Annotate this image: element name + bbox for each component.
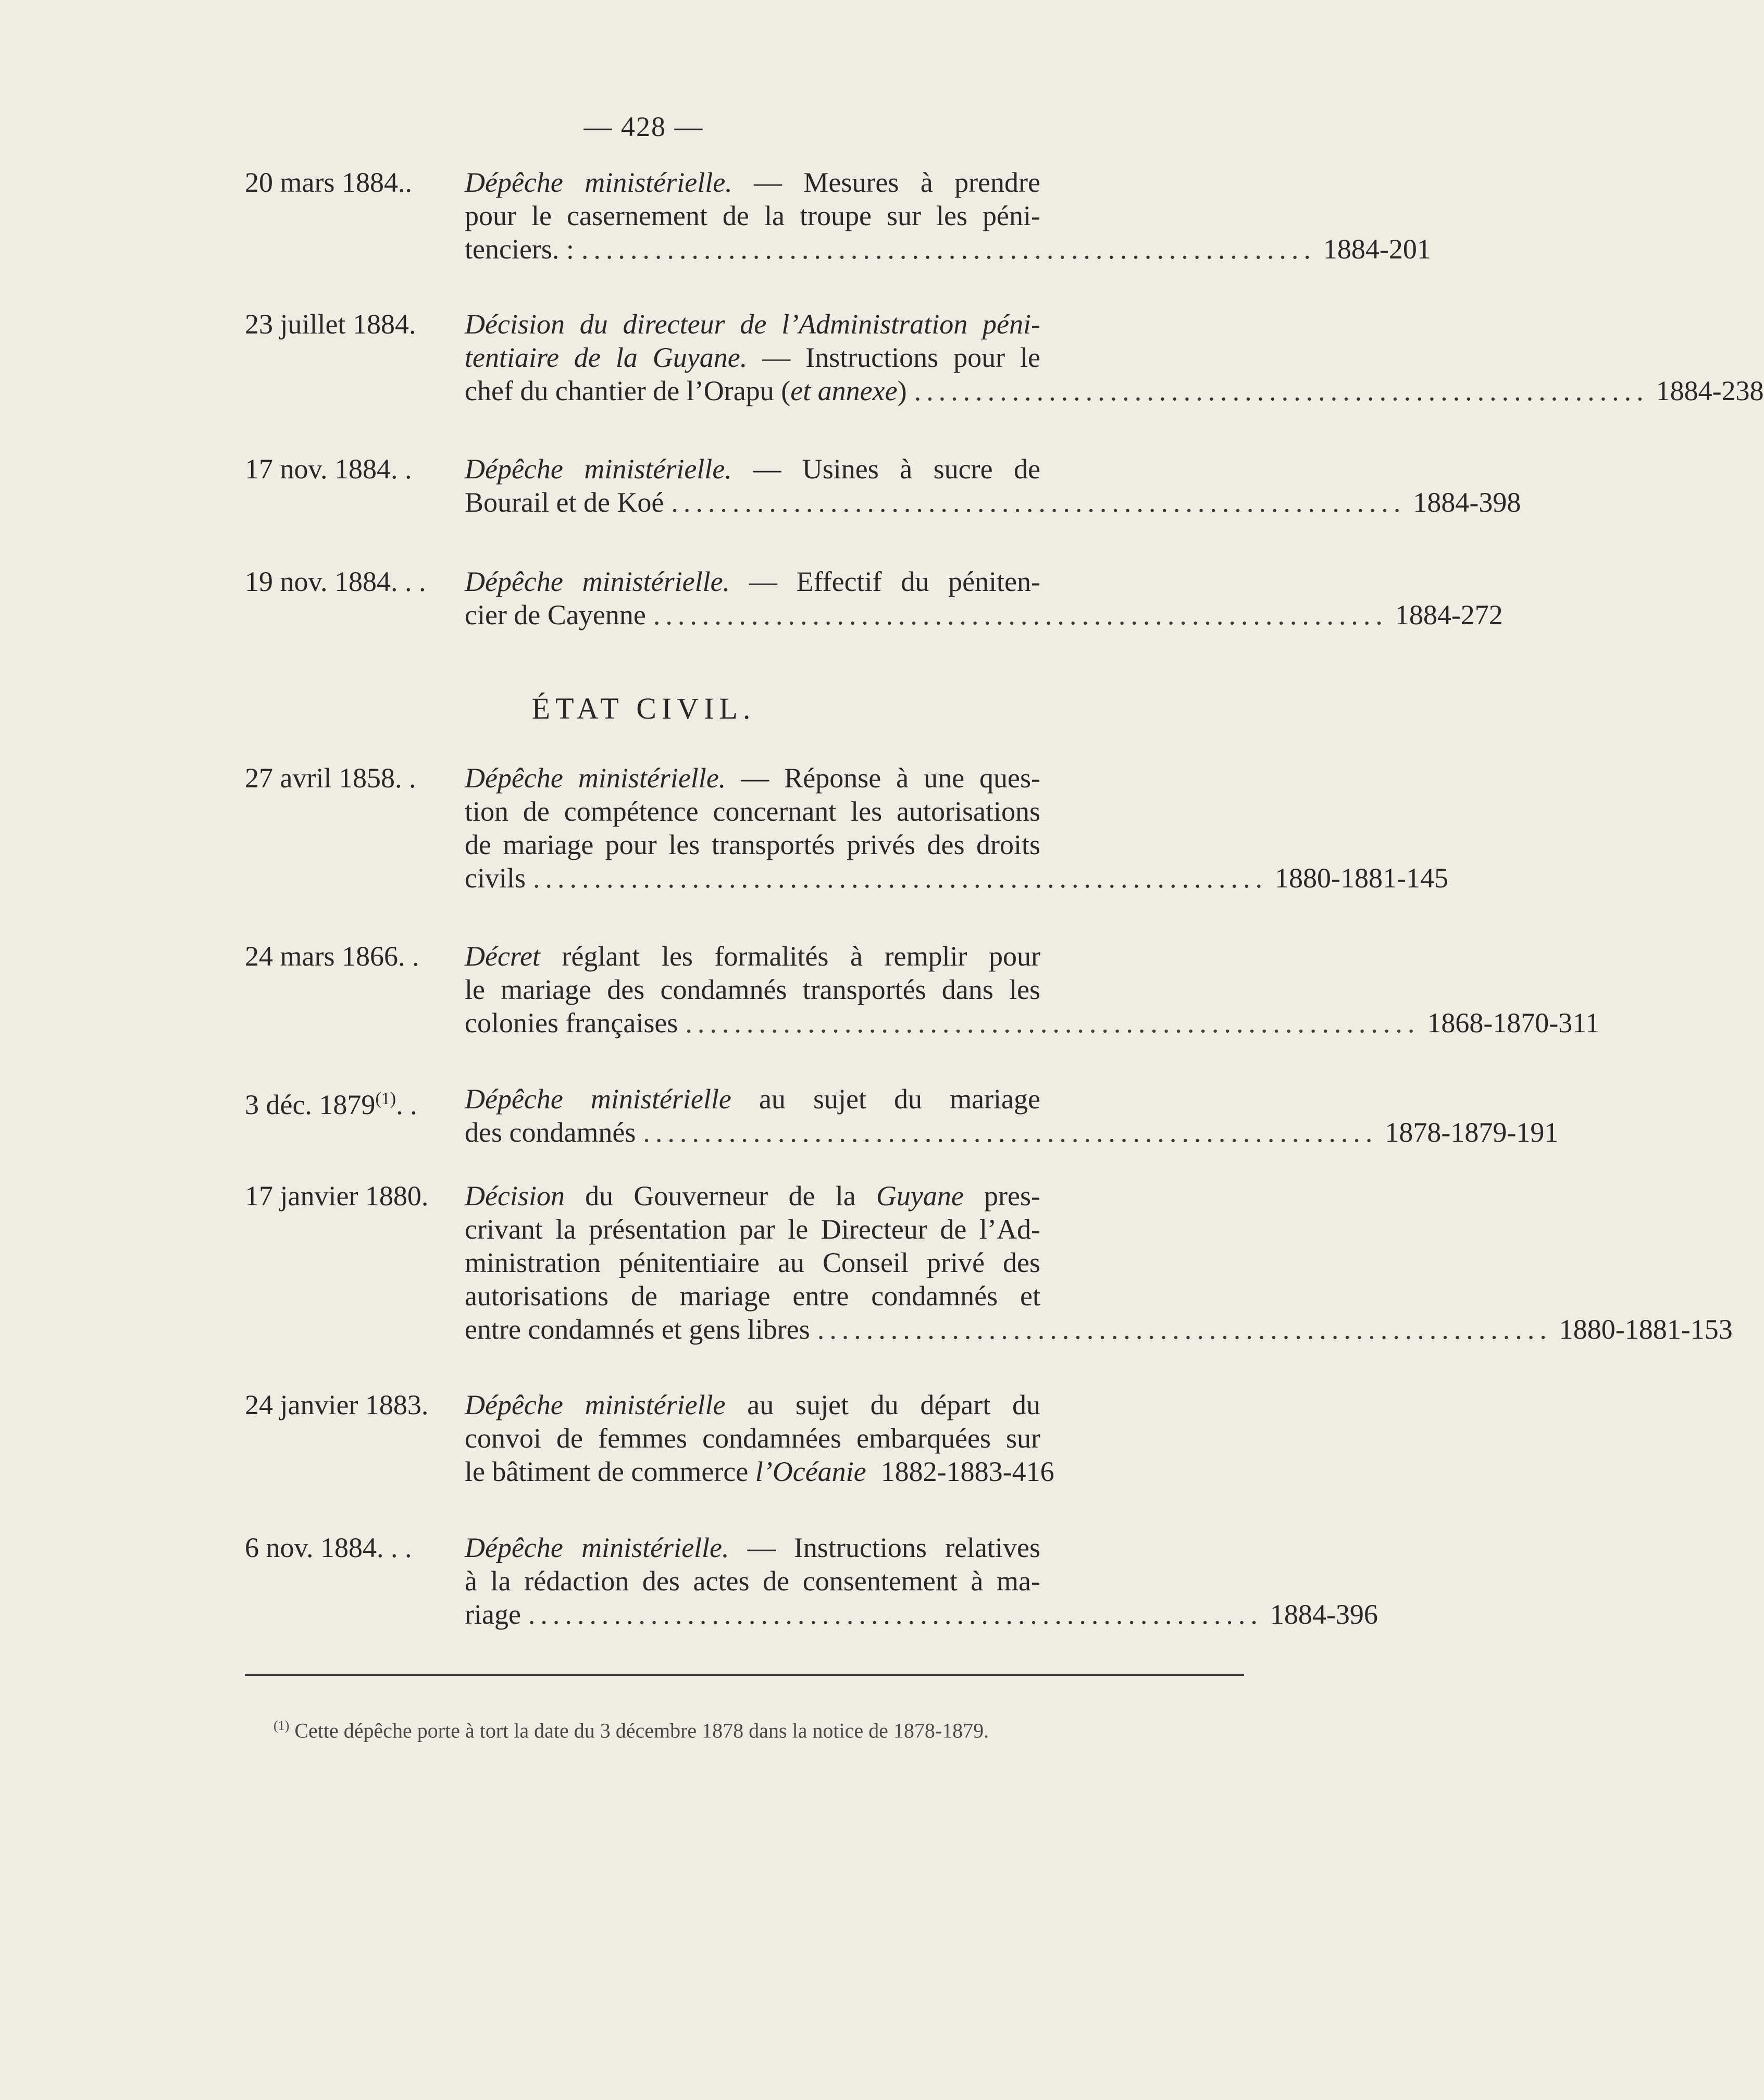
entry-text-segment: de mariage pour les transportés privés des droits	[465, 829, 1040, 860]
entry-text-segment: à la rédaction des actes de consentement à ma-	[465, 1565, 1040, 1597]
footnote	[274, 1712, 1263, 1744]
entry-line	[465, 1531, 1040, 1564]
entry-text-segment: Décret	[465, 941, 540, 972]
entry-text-segment: — Instructions pour le	[747, 342, 1040, 373]
entry-text-segment: Dépêche ministérielle	[465, 1389, 726, 1420]
footnote-text: Cette dépêche porte à tort la date du 3 décembre 1878 dans la notice de 1878-1879.	[294, 1719, 989, 1743]
entry-line	[465, 199, 1040, 232]
entry-line-lead	[465, 1006, 678, 1040]
entry-last-line	[465, 1455, 1054, 1488]
entry-reference: 1884-201	[1323, 233, 1431, 265]
entry-text-segment: des condamnés	[465, 1117, 636, 1148]
entry-line	[465, 973, 1040, 1006]
entry-date-text: 19 nov. 1884. . .	[245, 566, 426, 597]
footnote-marker: (1)	[274, 1718, 290, 1733]
entry-line	[465, 1246, 1040, 1279]
entry-date	[245, 1179, 464, 1213]
entry-line	[465, 341, 1040, 374]
entry-text-segment: Dépêche ministérielle.	[465, 453, 732, 485]
entry-reference: 1884-396	[1270, 1599, 1378, 1630]
entry-body	[465, 565, 1503, 632]
section-heading: ÉTAT CIVIL.	[531, 691, 756, 725]
entry-text-segment: le bâtiment de commerce	[465, 1456, 755, 1487]
entry-text-segment: ministration pénitentiaire au Conseil privé des	[465, 1247, 1040, 1278]
entry-body	[465, 1082, 1559, 1149]
entry-text-segment: )	[897, 375, 907, 406]
dot-leader: ............................................................	[581, 233, 1316, 265]
footnote-separator	[245, 1674, 1244, 1676]
entry-reference: 1880-1881-145	[1275, 862, 1448, 894]
entry-date	[245, 565, 464, 598]
entry-text-segment: Bourail et de Koé	[465, 487, 664, 518]
entry-text-segment: tion de compétence concernant les autorisations	[465, 796, 1040, 827]
entry-line	[465, 795, 1040, 828]
entry-date-text: 3 déc. 1879	[245, 1089, 376, 1120]
entry-date-text: 17 nov. 1884. .	[245, 453, 412, 485]
entry-date-text: 17 janvier 1880.	[245, 1180, 429, 1212]
entry-date-suffix: . .	[396, 1089, 417, 1120]
entry-text-segment: Dépêche ministérielle.	[465, 1532, 729, 1563]
entry-text-segment: — Effectif du péniten-	[730, 566, 1040, 597]
entry-body	[465, 1388, 1054, 1488]
entry-date-text: 23 juillet 1884.	[245, 308, 416, 340]
entry-text-segment: convoi de femmes condamnées embarquées sur	[465, 1423, 1040, 1454]
entry-date	[245, 761, 464, 795]
entry-line-lead	[465, 1598, 521, 1631]
entry-last-line	[465, 598, 1503, 632]
entry-text-segment: — Usines à sucre de	[731, 453, 1040, 485]
entry-line	[465, 565, 1040, 598]
entry-line	[465, 307, 1040, 341]
entry-last-line	[465, 232, 1431, 266]
entry-text-segment: civils	[465, 862, 526, 894]
entry-date	[245, 452, 464, 486]
entry-text-segment: réglant les formalités à remplir pour	[540, 941, 1040, 972]
entry-text-segment: Dépêche ministérielle.	[465, 762, 726, 794]
entry-body	[465, 940, 1600, 1040]
dot-leader: ............................................................	[671, 487, 1406, 518]
entry-text-segment: l’Océanie	[755, 1456, 866, 1487]
entry-line	[465, 1279, 1040, 1313]
entry-line	[465, 166, 1040, 199]
page-number: — 428 —	[583, 111, 704, 142]
entry-line-lead	[465, 486, 664, 519]
entry-date	[245, 1531, 464, 1564]
entry-line-lead	[465, 232, 574, 266]
entry-date-text: 6 nov. 1884. . .	[245, 1532, 412, 1563]
entry-line-lead	[465, 1455, 866, 1488]
entry-date	[245, 166, 464, 199]
entry-body	[465, 307, 1764, 407]
entry-line-lead	[465, 1116, 636, 1149]
entry-text-segment: tentiaire de la Guyane.	[465, 342, 748, 373]
entry-text-segment: Dépêche ministérielle.	[465, 566, 730, 597]
entry-last-line	[465, 1116, 1559, 1149]
entry-reference: 1884-398	[1413, 487, 1521, 518]
entry-line	[465, 1213, 1040, 1246]
entry-date-text: 24 mars 1866. .	[245, 941, 419, 972]
entry-last-line	[465, 374, 1764, 407]
entry-date	[245, 1388, 464, 1422]
entry-line	[465, 940, 1040, 973]
entry-text-segment: du Gouverneur de la	[564, 1180, 876, 1212]
entry-text-segment: et annexe	[790, 375, 898, 406]
entry-last-line	[465, 861, 1448, 895]
entry-date-text: 20 mars 1884..	[245, 167, 412, 198]
entry-date-text: 24 janvier 1883.	[245, 1389, 429, 1420]
entry-text-segment: pour le casernement de la troupe sur les péni-	[465, 200, 1040, 231]
entry-line	[465, 1179, 1040, 1213]
entry-line-lead	[465, 598, 646, 632]
entry-text-segment: entre condamnés et gens libres	[465, 1314, 810, 1345]
entry-body	[465, 761, 1448, 895]
entry-date	[245, 307, 464, 341]
entry-line	[465, 452, 1040, 486]
entry-reference: 1868-1870-311	[1427, 1007, 1600, 1039]
entry-line	[465, 828, 1040, 861]
entry-line-lead	[465, 374, 907, 407]
entry-line-lead	[465, 1313, 810, 1346]
entry-text-segment: riage	[465, 1599, 521, 1630]
entry-last-line	[465, 1598, 1378, 1631]
dot-leader: ............................................................	[533, 862, 1268, 894]
entry-text-segment: le mariage des condamnés transportés dans les	[465, 974, 1040, 1005]
entry-text-segment: colonies françaises	[465, 1007, 678, 1039]
entry-text-segment: Guyane	[876, 1180, 964, 1212]
entry-text-segment: — Mesures à prendre	[732, 167, 1040, 198]
dot-leader: ............................................................	[653, 599, 1388, 631]
entry-line	[465, 1564, 1040, 1598]
entry-body	[465, 1531, 1378, 1631]
dot-leader: ............................................................	[914, 375, 1649, 406]
entry-line	[465, 1388, 1040, 1422]
entry-line-lead	[465, 861, 526, 895]
entry-text-segment: pres-	[963, 1180, 1040, 1212]
entry-date	[245, 940, 464, 973]
entry-text-segment: chef du chantier de l’Orapu (	[465, 375, 791, 406]
entry-last-line	[465, 1006, 1600, 1040]
entry-text-segment: — Instructions relatives	[729, 1532, 1040, 1563]
entry-date	[245, 1082, 464, 1121]
entry-line	[465, 761, 1040, 795]
entry-text-segment: au sujet du mariage	[731, 1083, 1040, 1115]
dot-leader: ............................................................	[685, 1007, 1420, 1039]
entry-date-text: 27 avril 1858. .	[245, 762, 416, 794]
entry-text-segment: tenciers. :	[465, 233, 574, 265]
entry-text-segment: Dépêche ministérielle	[465, 1083, 731, 1115]
entry-last-line	[465, 486, 1521, 519]
entry-text-segment: crivant la présentation par le Directeur de l’Ad-	[465, 1214, 1040, 1245]
footnote-ref: (1)	[375, 1089, 396, 1108]
dot-leader: ............................................................	[643, 1117, 1378, 1148]
entry-reference: 1884-272	[1395, 599, 1503, 631]
entry-text-segment: Dépêche ministérielle.	[465, 167, 732, 198]
entry-last-line	[465, 1313, 1733, 1346]
entry-text-segment: au sujet du départ du	[725, 1389, 1040, 1420]
entry-line	[465, 1422, 1040, 1455]
entry-reference: 1880-1881-153	[1559, 1314, 1733, 1345]
entry-text-segment: Décision du directeur de l’Administration péni-	[465, 308, 1040, 340]
entry-text-segment: autorisations de mariage entre condamnés et	[465, 1280, 1040, 1312]
dot-leader: ............................................................	[528, 1599, 1263, 1630]
entry-line	[465, 1082, 1040, 1116]
entry-text-segment: — Réponse à une ques-	[726, 762, 1040, 794]
entry-text-segment: Décision	[465, 1180, 565, 1212]
entry-reference: 1882-1883-416	[880, 1456, 1054, 1487]
entry-reference: 1884-238	[1656, 375, 1764, 406]
entry-body	[465, 452, 1521, 519]
entry-text-segment: cier de Cayenne	[465, 599, 646, 631]
dot-leader: ............................................................	[817, 1314, 1552, 1345]
entry-body	[465, 1179, 1733, 1346]
entry-reference: 1878-1879-191	[1385, 1117, 1559, 1148]
entry-body	[465, 166, 1431, 266]
